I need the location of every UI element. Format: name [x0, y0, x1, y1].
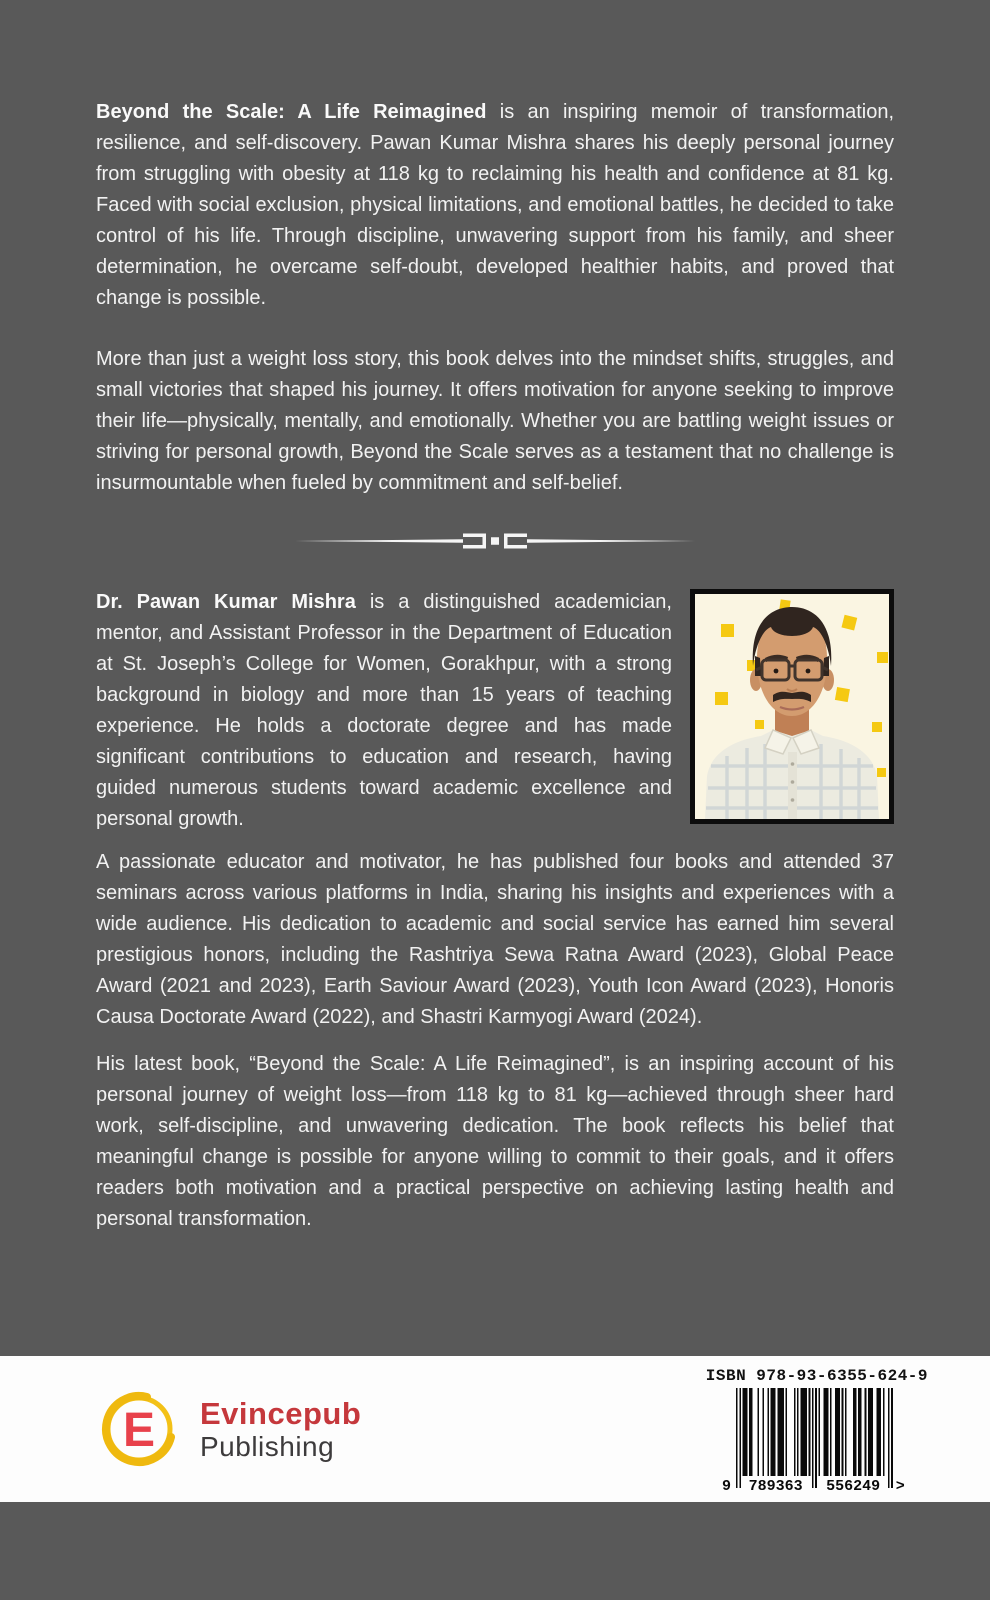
publisher-isbn-strip — [0, 1356, 990, 1502]
isbn-barcode — [722, 1388, 912, 1492]
logo-letter: E — [122, 1404, 156, 1457]
isbn-label: ISBN 978-93-6355-624-9 — [705, 1366, 928, 1385]
author-bio-paragraph-2: A passionate educator and motivator, he has published four books and attended 37 seminars across various platforms in India, sharing his insights and experiences with a wide audience. His dedication to academic and social service has earned him several prestigious honors, including the Rashtriya Sewa Ratna Award (2023), Global Peace Award (2021 and 2023), Earth Saviour Award (2023), Youth Icon Award (2023), Honoris Causa Doctorate Award (2022), and Shastri Karmyogi Award (2024). — [96, 851, 894, 1028]
author-photo — [690, 589, 894, 824]
evincepub-logo-icon — [98, 1388, 180, 1470]
author-portrait-illustration — [695, 594, 889, 819]
publisher-name-line1: Evincepub — [200, 1395, 362, 1431]
synopsis-p1-text: is an inspiring memoir of transformation, resilience, and self-discovery. Pawan Kumar Mishra shares his deeply personal journey from struggling with obesity at 118 kg to reclaiming his health and confidence at 81 kg. Faced with social exclusion, physical limitations, and emotional battles, he decided to take control of his life. Through discipline, unwavering support from his family, and sheer determination, he overcame self-doubt, developed healthier habits, and proved that change is possible. — [96, 101, 894, 309]
author-bio1-text: is a distinguished academician, mentor, and Assistant Professor in the Department of Education at St. Joseph’s College for Women, Gorakhpur, with a strong background in biology and more than 15 years of teaching experience. He holds a doctorate degree and has made significant contributions to education and research, having guided numerous students toward academic excellence and personal growth. — [96, 591, 672, 830]
author-name: Dr. Pawan Kumar Mishra — [96, 591, 356, 613]
svg-text:556249: 556249 — [826, 1477, 881, 1492]
decorative-divider — [295, 529, 695, 553]
svg-text:>: > — [895, 1477, 905, 1492]
divider-ornament-icon — [295, 529, 695, 553]
svg-text:9: 9 — [721, 1477, 731, 1492]
author-bio-section — [96, 587, 894, 1235]
publisher-name-line2: Publishing — [200, 1430, 335, 1462]
svg-text:789363: 789363 — [748, 1477, 803, 1492]
synopsis-paragraph-1 — [96, 97, 894, 314]
author-bio-paragraph-3: His latest book, “Beyond the Scale: A Life Reimagined”, is an inspiring account of his personal journey of weight loss—from 118 kg to 81 kg—achieved through sheer hard work, self-discipline, and unwavering dedication. The book reflects his belief that meaningful change is possible for anyone willing to commit to their goals, and it offers readers both motivation and a practical perspective on achieving lasting health and personal transformation. — [96, 1053, 894, 1230]
book-title: Beyond the Scale: A Life Reimagined — [96, 101, 487, 123]
publisher-logo — [98, 1388, 361, 1470]
publisher-name — [200, 1397, 361, 1462]
synopsis-paragraph-2: More than just a weight loss story, this book delves into the mindset shifts, struggles, and small victories that shaped his journey. It offers motivation for anyone seeking to improve their life—physically, mentally, and emotionally. Whether you are battling weight issues or striving for personal growth, Beyond the Scale serves as a testament that no challenge is insurmountable when fueled by commitment and self-belief. — [96, 348, 894, 494]
footer-band — [0, 1502, 990, 1600]
isbn-barcode-block — [706, 1367, 928, 1492]
